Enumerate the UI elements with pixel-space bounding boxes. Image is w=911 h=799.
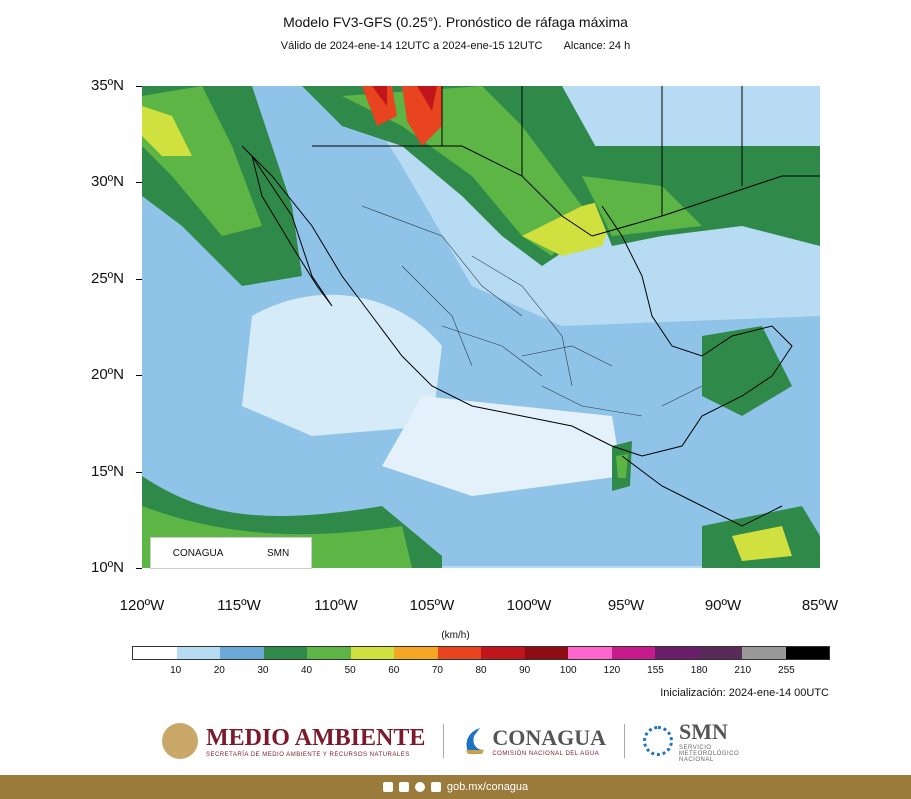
medio-ambiente-subtitle: SECRETARÍA DE MEDIO AMBIENTE Y RECURSOS NATURALES: [205, 751, 410, 758]
tick-y-25: [136, 279, 142, 280]
tick-y-15: [136, 472, 142, 473]
y-tick-label: 25ºN: [91, 270, 124, 287]
y-tick-label: 20ºN: [91, 366, 124, 383]
medio-ambiente-logo: [162, 723, 425, 759]
conagua-title: CONAGUA: [492, 725, 607, 750]
logo-divider: [443, 724, 444, 758]
colorbar-label: 60: [388, 665, 400, 676]
colorbar-label: 180: [690, 665, 708, 676]
conagua-map-logo: CONAGUA: [172, 547, 224, 559]
colorbar-segment: [438, 647, 482, 659]
colorbar-label: 50: [344, 665, 356, 676]
wind-gust-map: [142, 86, 820, 568]
colorbar-label: 80: [475, 665, 487, 676]
facebook-icon[interactable]: [383, 782, 393, 792]
colorbar-label: 40: [300, 665, 313, 676]
youtube-icon[interactable]: [431, 782, 441, 792]
x-tick-label: 120ºW: [119, 597, 165, 614]
colorbar-label: 70: [431, 665, 443, 676]
colorbar-segment: [655, 647, 699, 659]
colorbar-label: 30: [257, 665, 269, 676]
conagua-subtitle: COMISIÓN NACIONAL DEL AGUA: [492, 751, 600, 757]
chart-subtitle: [0, 40, 911, 52]
medio-ambiente-title: MEDIO AMBIENTE: [205, 724, 426, 751]
x-tick-label: 100ºW: [506, 597, 552, 614]
instagram-icon[interactable]: [415, 782, 425, 792]
tick-y-20: [136, 375, 142, 376]
colorbar-segment: [525, 647, 569, 659]
smn-map-logo: SMN: [266, 547, 290, 559]
twitter-icon[interactable]: [399, 782, 409, 792]
smn-swirl-icon: [643, 726, 673, 756]
conagua-wave-icon: [462, 726, 486, 756]
colorbar-segment: [699, 647, 743, 659]
tick-y-30: [136, 182, 142, 183]
colorbar-label: 20: [213, 665, 225, 676]
x-tick-label: 110ºW: [314, 597, 358, 614]
map-svg: [142, 86, 820, 568]
x-tick-label: 95ºW: [607, 597, 645, 614]
colorbar-segment: [264, 647, 308, 659]
conagua-logo: [462, 725, 606, 757]
colorbar-label: 120: [603, 665, 621, 676]
units-label: (km/h): [441, 630, 470, 641]
smn-logo: [643, 719, 749, 763]
colorbar-label: 100: [559, 665, 577, 676]
tick-y-10: [136, 568, 142, 569]
colorbar-label: 90: [519, 665, 531, 676]
x-tick-label: 115ºW: [217, 597, 261, 614]
colorbar-segment: [307, 647, 351, 659]
logo-divider: [624, 724, 625, 758]
y-tick-label: 30ºN: [91, 173, 124, 190]
y-tick-label: 15ºN: [91, 463, 124, 480]
colorbar-label: 155: [647, 665, 664, 676]
y-tick-label: 10ºN: [91, 559, 124, 576]
colorbar: [132, 646, 830, 660]
colorbar-label: 210: [734, 665, 752, 676]
smn-subtitle: SERVICIO METEOROLÓGICO NACIONAL: [679, 745, 740, 763]
colorbar-segment: [786, 647, 830, 659]
colorbar-segment: [394, 647, 438, 659]
colorbar-label: 255: [778, 665, 795, 676]
forecast-reach: Alcance: 24 h: [563, 40, 631, 52]
map-logo-box: [150, 537, 312, 569]
colorbar-segment: [612, 647, 656, 659]
valid-period: Válido de 2024-ene-14 12UTC a 2024-ene-15 12UTC: [280, 40, 543, 52]
colorbar-segment: [351, 647, 395, 659]
smn-title: SMN: [679, 719, 728, 744]
colorbar-segment: [481, 647, 525, 659]
footer-url[interactable]: gob.mx/conagua: [446, 781, 529, 793]
colorbar-segment: [177, 647, 221, 659]
colorbar-segment: [133, 647, 177, 659]
x-tick-label: 85ºW: [801, 597, 839, 614]
colorbar-label: 10: [170, 665, 182, 676]
x-tick-label: 90ºW: [704, 597, 742, 614]
x-tick-label: 105ºW: [409, 597, 455, 614]
colorbar-segment: [220, 647, 264, 659]
tick-y-35: [136, 86, 142, 87]
footer-bar: [0, 775, 911, 799]
mexico-emblem-icon: [162, 723, 198, 759]
footer-logos: [0, 716, 911, 766]
colorbar-segment: [742, 647, 786, 659]
initialization-label: Inicialización: 2024-ene-14 00UTC: [660, 687, 829, 699]
chart-title: Modelo FV3-GFS (0.25°). Pronóstico de ráfaga máxima: [283, 14, 628, 30]
colorbar-segment: [568, 647, 612, 659]
y-tick-label: 35ºN: [91, 77, 124, 94]
